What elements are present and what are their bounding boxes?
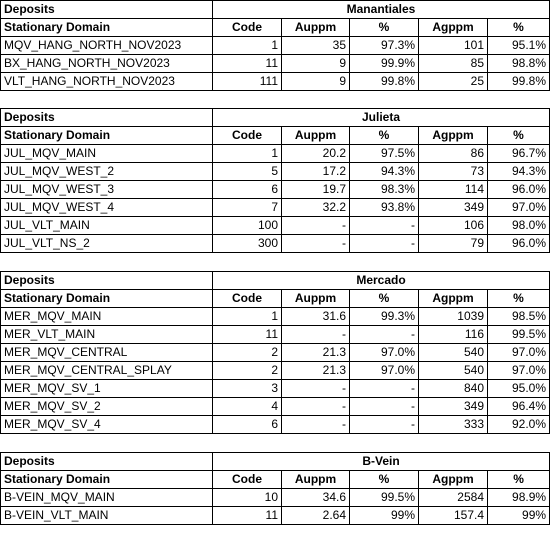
column-header-au-percent: % [350,290,419,308]
cell-au-percent: 99.5% [350,489,419,507]
table-row [1,145,550,163]
deposit-name: Julieta [213,109,550,127]
column-header-ag-percent: % [488,471,550,489]
cell-ag-percent: 95.0% [488,380,550,398]
table-row [1,344,550,362]
column-header-ag-percent: % [488,127,550,145]
cell-code: 1 [213,145,282,163]
cell-au-percent: 97.5% [350,145,419,163]
cell-code: 6 [213,416,282,434]
cell-code: 1 [213,37,282,55]
cell-ag-percent: 98.0% [488,217,550,235]
table-row [1,217,550,235]
cell-stationary-domain: MER_MQV_CENTRAL [1,344,213,362]
deposit-table [0,452,550,525]
column-header-stationary-domain: Stationary Domain [1,127,213,145]
cell-au-percent: 97.0% [350,344,419,362]
cell-ag-percent: 94.3% [488,163,550,181]
cell-auppm: 31.6 [282,308,350,326]
table-row [1,181,550,199]
cell-agppm: 106 [419,217,488,235]
cell-auppm: - [282,416,350,434]
cell-auppm: 17.2 [282,163,350,181]
cell-ag-percent: 97.0% [488,199,550,217]
cell-code: 5 [213,163,282,181]
cell-au-percent: - [350,217,419,235]
deposit-title-row [1,272,550,290]
cell-ag-percent: 92.0% [488,416,550,434]
cell-agppm: 79 [419,235,488,253]
column-header-ag-percent: % [488,290,550,308]
cell-stationary-domain: VLT_HANG_NORTH_NOV2023 [1,73,213,91]
table-row [1,380,550,398]
cell-auppm: 9 [282,73,350,91]
column-header-stationary-domain: Stationary Domain [1,19,213,37]
cell-stationary-domain: B-VEIN_MQV_MAIN [1,489,213,507]
deposit-title-row [1,109,550,127]
cell-stationary-domain: B-VEIN_VLT_MAIN [1,507,213,525]
cell-au-percent: 93.8% [350,199,419,217]
table-row [1,308,550,326]
column-header-agppm: Agppm [419,471,488,489]
cell-au-percent: 99.9% [350,55,419,73]
cell-auppm: 2.64 [282,507,350,525]
cell-stationary-domain: JUL_MQV_MAIN [1,145,213,163]
table-row [1,507,550,525]
cell-au-percent: - [350,235,419,253]
cell-code: 300 [213,235,282,253]
cell-auppm: - [282,235,350,253]
column-header-row [1,471,550,489]
cell-au-percent: 94.3% [350,163,419,181]
column-header-au-percent: % [350,19,419,37]
column-header-auppm: Auppm [282,19,350,37]
cell-ag-percent: 98.5% [488,308,550,326]
cell-agppm: 1039 [419,308,488,326]
column-header-code: Code [213,290,282,308]
cell-code: 2 [213,344,282,362]
cell-au-percent: - [350,398,419,416]
cell-ag-percent: 98.9% [488,489,550,507]
cell-code: 10 [213,489,282,507]
cell-stationary-domain: MER_MQV_SV_1 [1,380,213,398]
deposit-table [0,0,550,91]
cell-stationary-domain: JUL_VLT_NS_2 [1,235,213,253]
table-row [1,37,550,55]
cell-au-percent: - [350,416,419,434]
deposit-name: Mercado [213,272,550,290]
deposit-title-row [1,1,550,19]
column-header-row [1,290,550,308]
cell-auppm: - [282,217,350,235]
cell-agppm: 540 [419,344,488,362]
table-row [1,163,550,181]
column-header-row [1,19,550,37]
deposits-label: Deposits [1,272,213,290]
cell-ag-percent: 99% [488,507,550,525]
cell-au-percent: - [350,380,419,398]
table-row [1,398,550,416]
cell-code: 4 [213,398,282,416]
cell-agppm: 114 [419,181,488,199]
cell-agppm: 157.4 [419,507,488,525]
cell-stationary-domain: MQV_HANG_NORTH_NOV2023 [1,37,213,55]
cell-au-percent: 99.8% [350,73,419,91]
cell-ag-percent: 96.0% [488,181,550,199]
deposit-table [0,108,550,253]
cell-code: 11 [213,326,282,344]
cell-agppm: 540 [419,362,488,380]
cell-au-percent: 99.3% [350,308,419,326]
deposits-label: Deposits [1,1,213,19]
table-row [1,199,550,217]
cell-stationary-domain: JUL_MQV_WEST_3 [1,181,213,199]
cell-agppm: 2584 [419,489,488,507]
column-header-stationary-domain: Stationary Domain [1,290,213,308]
column-header-row [1,127,550,145]
cell-code: 6 [213,181,282,199]
table-row [1,362,550,380]
column-header-au-percent: % [350,471,419,489]
cell-code: 3 [213,380,282,398]
column-header-stationary-domain: Stationary Domain [1,471,213,489]
table-gap [0,434,550,452]
cell-ag-percent: 96.4% [488,398,550,416]
cell-agppm: 333 [419,416,488,434]
column-header-auppm: Auppm [282,290,350,308]
table-row [1,55,550,73]
cell-agppm: 73 [419,163,488,181]
cell-stationary-domain: JUL_MQV_WEST_2 [1,163,213,181]
cell-auppm: - [282,380,350,398]
cell-agppm: 86 [419,145,488,163]
cell-au-percent: 97.3% [350,37,419,55]
column-header-code: Code [213,471,282,489]
cell-auppm: 32.2 [282,199,350,217]
column-header-auppm: Auppm [282,471,350,489]
table-gap [0,253,550,271]
table-row [1,326,550,344]
column-header-au-percent: % [350,127,419,145]
cell-auppm: 21.3 [282,362,350,380]
table-row [1,489,550,507]
deposits-label: Deposits [1,453,213,471]
cell-agppm: 349 [419,398,488,416]
column-header-agppm: Agppm [419,127,488,145]
cell-stationary-domain: MER_MQV_SV_4 [1,416,213,434]
cell-agppm: 840 [419,380,488,398]
cell-au-percent: 99% [350,507,419,525]
cell-code: 1 [213,308,282,326]
cell-auppm: 35 [282,37,350,55]
cell-agppm: 116 [419,326,488,344]
deposits-label: Deposits [1,109,213,127]
cell-auppm: - [282,398,350,416]
cell-auppm: - [282,326,350,344]
cell-stationary-domain: JUL_VLT_MAIN [1,217,213,235]
table-gap [0,91,550,108]
cell-code: 111 [213,73,282,91]
table-row [1,235,550,253]
cell-ag-percent: 95.1% [488,37,550,55]
cell-auppm: 34.6 [282,489,350,507]
column-header-auppm: Auppm [282,127,350,145]
cell-stationary-domain: BX_HANG_NORTH_NOV2023 [1,55,213,73]
column-header-code: Code [213,127,282,145]
cell-agppm: 85 [419,55,488,73]
column-header-agppm: Agppm [419,19,488,37]
column-header-agppm: Agppm [419,290,488,308]
cell-auppm: 20.2 [282,145,350,163]
cell-code: 100 [213,217,282,235]
cell-code: 2 [213,362,282,380]
cell-code: 7 [213,199,282,217]
cell-stationary-domain: MER_MQV_CENTRAL_SPLAY [1,362,213,380]
cell-au-percent: 98.3% [350,181,419,199]
deposit-table [0,271,550,434]
cell-ag-percent: 98.8% [488,55,550,73]
deposit-name: B-Vein [213,453,550,471]
cell-code: 11 [213,507,282,525]
cell-stationary-domain: JUL_MQV_WEST_4 [1,199,213,217]
column-header-code: Code [213,19,282,37]
cell-stationary-domain: MER_MQV_MAIN [1,308,213,326]
cell-ag-percent: 99.8% [488,73,550,91]
cell-ag-percent: 97.0% [488,344,550,362]
cell-agppm: 101 [419,37,488,55]
cell-code: 11 [213,55,282,73]
table-row [1,416,550,434]
cell-ag-percent: 96.0% [488,235,550,253]
cell-ag-percent: 99.5% [488,326,550,344]
cell-auppm: 19.7 [282,181,350,199]
cell-agppm: 25 [419,73,488,91]
cell-stationary-domain: MER_MQV_SV_2 [1,398,213,416]
deposit-name: Manantiales [213,1,550,19]
cell-ag-percent: 96.7% [488,145,550,163]
cell-ag-percent: 97.0% [488,362,550,380]
column-header-ag-percent: % [488,19,550,37]
table-row [1,73,550,91]
cell-au-percent: - [350,326,419,344]
cell-agppm: 349 [419,199,488,217]
cell-stationary-domain: MER_VLT_MAIN [1,326,213,344]
deposit-title-row [1,453,550,471]
cell-auppm: 9 [282,55,350,73]
cell-au-percent: 97.0% [350,362,419,380]
cell-auppm: 21.3 [282,344,350,362]
